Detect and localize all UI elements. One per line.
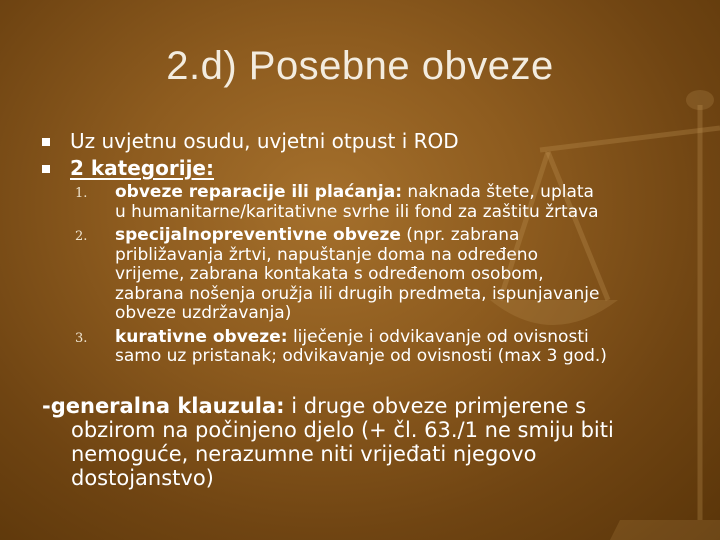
general-clause-text: nemoguće, nerazumne niti vrijeđati njegovo <box>71 442 537 466</box>
item-first-line <box>115 183 715 203</box>
item-text: liječenje i odvikavanje od ovisnosti <box>287 326 589 347</box>
item-number: 2. <box>75 229 88 244</box>
square-bullet-icon <box>42 138 50 146</box>
item-heading: specijalnopreventivne obveze <box>115 225 401 245</box>
item-text: (npr. zabrana <box>400 225 520 245</box>
bullet-text: 2 kategorije: <box>70 156 214 180</box>
item-text: približavanja žrtvi, napuštanje doma na određeno <box>115 244 538 265</box>
item-text: naknada štete, uplata <box>402 182 594 202</box>
item-first-line <box>115 328 715 348</box>
item-text: vrijeme, zabrana kontakata s određenom osobom, <box>115 264 544 284</box>
numbered-item <box>75 226 715 324</box>
numbered-item <box>75 183 715 222</box>
general-clause <box>42 394 702 490</box>
general-clause-text: obzirom na počinjeno djelo (+ čl. 63./1 ne smiju biti <box>71 418 614 442</box>
item-text: obveze uzdržavanja) <box>115 303 292 323</box>
general-clause-first-line <box>42 394 702 418</box>
numbered-list <box>75 183 715 371</box>
general-clause-heading: -generalna klauzula: <box>42 394 285 418</box>
item-text: zabrana nošenja oružja ili drugih predmeta, ispunjavanje <box>115 283 600 304</box>
item-heading: kurativne obveze: <box>115 326 288 347</box>
item-number: 1. <box>75 186 88 201</box>
general-clause-text: i druge obveze primjerene s <box>284 394 587 418</box>
item-number: 3. <box>75 330 88 346</box>
slide-title: 2.d) Posebne obveze <box>166 44 554 88</box>
item-text: u humanitarne/karitativne svrhe ili fond za zaštitu žrtava <box>115 201 599 222</box>
bullet-list <box>42 128 702 182</box>
item-heading: obveze reparacije ili plaćanja: <box>115 182 403 202</box>
numbered-item <box>75 328 715 367</box>
square-bullet-icon <box>42 165 50 173</box>
general-clause-text: dostojanstvo) <box>71 466 214 490</box>
bullet-text: Uz uvjetnu osudu, uvjetni otpust i ROD <box>70 129 459 153</box>
bullet-item <box>42 128 702 155</box>
item-first-line <box>115 226 715 246</box>
bullet-item <box>42 155 702 182</box>
item-text: samo uz pristanak; odvikavanje od ovisnosti (max 3 god.) <box>115 346 607 366</box>
